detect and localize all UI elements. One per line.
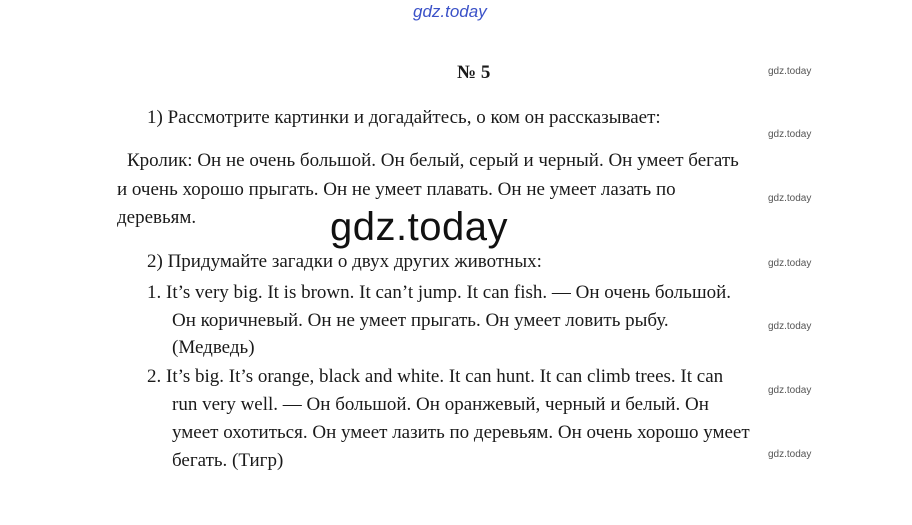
center-watermark: gdz.today bbox=[330, 205, 508, 249]
task-1-answer-line: деревьям. bbox=[117, 207, 197, 228]
exercise-heading: № 5 bbox=[457, 62, 491, 83]
riddle-1-answer: (Медведь) bbox=[172, 337, 255, 358]
riddle-2-line: умеет охотиться. Он умеет лазить по деревьям. Он очень хорошо умеет bbox=[172, 422, 750, 443]
riddle-1-line: Он коричневый. Он не умеет прыгать. Он умеет ловить рыбу. bbox=[172, 310, 669, 331]
side-watermark: gdz.today bbox=[768, 321, 812, 332]
task-2-instruction: 2) Придумайте загадки о двух других животных: bbox=[147, 251, 542, 272]
side-watermark: gdz.today bbox=[768, 66, 812, 77]
task-1-instruction: 1) Рассмотрите картинки и догадайтесь, о ком он рассказывает: bbox=[147, 107, 661, 128]
task-1-answer-line: Кролик: Он не очень большой. Он белый, серый и черный. Он умеет бегать bbox=[127, 150, 739, 171]
task-1-answer-line: и очень хорошо прыгать. Он не умеет плавать. Он не умеет лазать по bbox=[117, 179, 676, 200]
side-watermark: gdz.today bbox=[768, 449, 812, 460]
riddle-2-answer: бегать. (Тигр) bbox=[172, 450, 284, 471]
site-logo: gdz.today bbox=[413, 2, 487, 21]
riddle-1-line: 1. It’s very big. It is brown. It can’t jump. It can fish. — Он очень большой. bbox=[147, 282, 731, 303]
side-watermark: gdz.today bbox=[768, 193, 812, 204]
riddle-2-line: run very well. — Он большой. Он оранжевый, черный и белый. Он bbox=[172, 394, 709, 415]
side-watermark: gdz.today bbox=[768, 385, 812, 396]
side-watermark: gdz.today bbox=[768, 258, 812, 269]
riddle-2-line: 2. It’s big. It’s orange, black and white. It can hunt. It can climb trees. It can bbox=[147, 366, 724, 387]
side-watermark: gdz.today bbox=[768, 129, 812, 140]
